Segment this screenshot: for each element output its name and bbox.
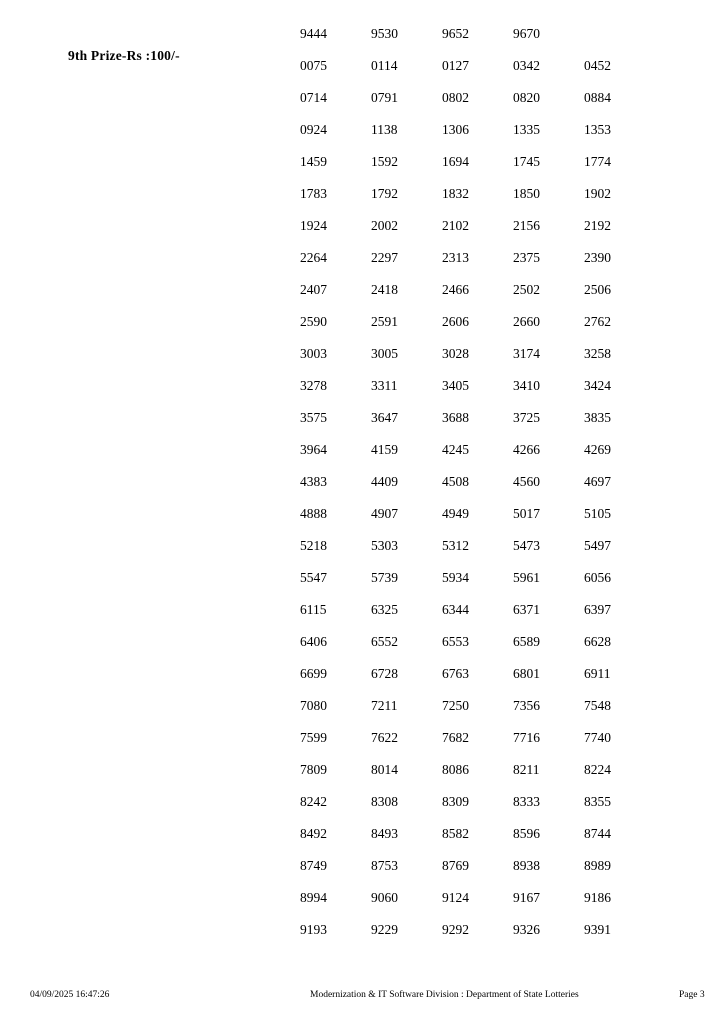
winning-number: 6325	[371, 602, 398, 617]
winning-number: 7716	[513, 730, 540, 745]
winning-number: 0820	[513, 90, 540, 105]
winning-number: 2156	[513, 218, 540, 233]
number-row	[300, 242, 724, 274]
number-row	[300, 626, 724, 658]
number-row	[300, 82, 724, 114]
number-row	[300, 658, 724, 690]
winning-number: 7740	[584, 730, 611, 745]
winning-number: 8596	[513, 826, 540, 841]
winning-number: 9124	[442, 890, 469, 905]
winning-number: 6553	[442, 634, 469, 649]
winning-number: 3028	[442, 346, 469, 361]
winning-number: 8224	[584, 762, 611, 777]
number-row	[300, 786, 724, 818]
winning-number: 2313	[442, 250, 469, 265]
number-row	[300, 498, 724, 530]
winning-number: 5547	[300, 570, 327, 585]
number-row	[300, 210, 724, 242]
winning-number: 5739	[371, 570, 398, 585]
winning-number: 1694	[442, 154, 469, 169]
winning-number: 6911	[584, 666, 611, 681]
winning-number: 8211	[513, 762, 540, 777]
number-row	[300, 722, 724, 754]
winning-number: 8769	[442, 858, 469, 873]
winning-number: 2591	[371, 314, 398, 329]
winning-number: 3688	[442, 410, 469, 425]
winning-number: 2506	[584, 282, 611, 297]
winning-number: 9326	[513, 922, 540, 937]
winning-number: 3405	[442, 378, 469, 393]
winning-number: 8753	[371, 858, 398, 873]
winning-number: 2375	[513, 250, 540, 265]
winning-number: 9444	[300, 26, 327, 41]
winning-number: 8994	[300, 890, 327, 905]
winning-number: 3005	[371, 346, 398, 361]
winning-number: 0452	[584, 58, 611, 73]
winning-number: 1353	[584, 122, 611, 137]
number-row	[300, 690, 724, 722]
winning-number: 1783	[300, 186, 327, 201]
winning-number: 6371	[513, 602, 540, 617]
winning-number: 7682	[442, 730, 469, 745]
winning-number: 2590	[300, 314, 327, 329]
number-row	[300, 466, 724, 498]
winning-number: 2390	[584, 250, 611, 265]
winning-number: 2264	[300, 250, 327, 265]
page-footer	[0, 990, 724, 1006]
winning-number: 6115	[300, 602, 327, 617]
winning-number: 8492	[300, 826, 327, 841]
winning-number: 5303	[371, 538, 398, 553]
winning-number: 2466	[442, 282, 469, 297]
prize-row	[0, 18, 724, 946]
winning-number: 7250	[442, 698, 469, 713]
winning-number: 3424	[584, 378, 611, 393]
winning-number: 6056	[584, 570, 611, 585]
winning-number: 3003	[300, 346, 327, 361]
winning-number: 6699	[300, 666, 327, 681]
winning-number: 0342	[513, 58, 540, 73]
number-row	[300, 402, 724, 434]
number-row	[300, 754, 724, 786]
winning-number: 1792	[371, 186, 398, 201]
winning-number: 6589	[513, 634, 540, 649]
winning-number: 1924	[300, 218, 327, 233]
winning-number: 9530	[371, 26, 398, 41]
winning-number: 2606	[442, 314, 469, 329]
winning-number: 7211	[371, 698, 398, 713]
winning-number: 5312	[442, 538, 469, 553]
number-row	[300, 818, 724, 850]
winning-number: 9167	[513, 890, 540, 905]
number-row	[300, 850, 724, 882]
winning-number: 1335	[513, 122, 540, 137]
winning-number: 0802	[442, 90, 469, 105]
winning-number: 4245	[442, 442, 469, 457]
winning-number: 1592	[371, 154, 398, 169]
winning-number: 2660	[513, 314, 540, 329]
winning-number: 4383	[300, 474, 327, 489]
winning-number: 3258	[584, 346, 611, 361]
number-row	[300, 146, 724, 178]
number-row	[300, 338, 724, 370]
winning-number: 8989	[584, 858, 611, 873]
winning-number: 8014	[371, 762, 398, 777]
winning-number: 5105	[584, 506, 611, 521]
winning-number: 3311	[371, 378, 398, 393]
winning-number: 1774	[584, 154, 611, 169]
winning-number: 6406	[300, 634, 327, 649]
winning-number: 1745	[513, 154, 540, 169]
winning-number: 9652	[442, 26, 469, 41]
winning-number: 8582	[442, 826, 469, 841]
winning-number: 8333	[513, 794, 540, 809]
winning-number: 5934	[442, 570, 469, 585]
winning-number: 4949	[442, 506, 469, 521]
winning-number: 5473	[513, 538, 540, 553]
number-row	[300, 914, 724, 946]
number-row	[300, 18, 724, 50]
winning-number: 4159	[371, 442, 398, 457]
winning-number: 0884	[584, 90, 611, 105]
number-row	[300, 562, 724, 594]
winning-number: 8086	[442, 762, 469, 777]
winning-number: 3575	[300, 410, 327, 425]
number-row	[300, 306, 724, 338]
winning-number: 6728	[371, 666, 398, 681]
winning-number: 5497	[584, 538, 611, 553]
winning-number: 7356	[513, 698, 540, 713]
winning-number: 3647	[371, 410, 398, 425]
winning-number: 8309	[442, 794, 469, 809]
winning-number: 5961	[513, 570, 540, 585]
winning-number: 2418	[371, 282, 398, 297]
winning-number: 3964	[300, 442, 327, 457]
winning-number: 0714	[300, 90, 327, 105]
winning-number: 3725	[513, 410, 540, 425]
winning-number: 4266	[513, 442, 540, 457]
winning-number: 7080	[300, 698, 327, 713]
footer-department: Modernization & IT Software Division : Department of State Lotteries	[310, 990, 579, 1000]
prize-section	[0, 18, 724, 946]
winning-number: 1832	[442, 186, 469, 201]
number-row	[300, 114, 724, 146]
winning-number: 9292	[442, 922, 469, 937]
winning-number: 2762	[584, 314, 611, 329]
winning-number: 7599	[300, 730, 327, 745]
winning-number: 0924	[300, 122, 327, 137]
winning-number: 0114	[371, 58, 398, 73]
winning-number: 0127	[442, 58, 469, 73]
prize-title: 9th Prize-Rs :100/-	[68, 48, 180, 63]
winning-number: 7548	[584, 698, 611, 713]
winning-number: 2297	[371, 250, 398, 265]
winning-number: 3174	[513, 346, 540, 361]
winning-number: 3278	[300, 378, 327, 393]
winning-number: 9670	[513, 26, 540, 41]
winning-number: 5017	[513, 506, 540, 521]
winning-number: 1902	[584, 186, 611, 201]
winning-number: 2502	[513, 282, 540, 297]
winning-number: 3410	[513, 378, 540, 393]
winning-numbers-grid	[300, 18, 724, 946]
winning-number: 2407	[300, 282, 327, 297]
winning-number: 4907	[371, 506, 398, 521]
winning-number: 2102	[442, 218, 469, 233]
winning-number: 4508	[442, 474, 469, 489]
number-row	[300, 530, 724, 562]
winning-number: 4409	[371, 474, 398, 489]
winning-number: 0075	[300, 58, 327, 73]
winning-number: 6552	[371, 634, 398, 649]
number-row	[300, 178, 724, 210]
winning-number: 5218	[300, 538, 327, 553]
winning-number: 6628	[584, 634, 611, 649]
winning-number: 9193	[300, 922, 327, 937]
winning-number: 8308	[371, 794, 398, 809]
winning-number: 6763	[442, 666, 469, 681]
number-row	[300, 594, 724, 626]
winning-number: 9229	[371, 922, 398, 937]
winning-number: 4269	[584, 442, 611, 457]
winning-number: 1306	[442, 122, 469, 137]
winning-number: 1850	[513, 186, 540, 201]
winning-number: 8744	[584, 826, 611, 841]
winning-number: 2002	[371, 218, 398, 233]
number-row	[300, 434, 724, 466]
winning-number: 3835	[584, 410, 611, 425]
footer-timestamp: 04/09/2025 16:47:26	[30, 990, 110, 1000]
winning-number: 8493	[371, 826, 398, 841]
winning-number: 6344	[442, 602, 469, 617]
winning-number: 9391	[584, 922, 611, 937]
number-row	[300, 882, 724, 914]
footer-page-number: Page 3	[679, 990, 705, 1000]
winning-number: 7809	[300, 762, 327, 777]
winning-number: 0791	[371, 90, 398, 105]
winning-number: 4560	[513, 474, 540, 489]
winning-number: 1138	[371, 122, 398, 137]
winning-number: 8242	[300, 794, 327, 809]
winning-number: 9186	[584, 890, 611, 905]
winning-number: 8749	[300, 858, 327, 873]
winning-number: 7622	[371, 730, 398, 745]
winning-number: 1459	[300, 154, 327, 169]
winning-number: 2192	[584, 218, 611, 233]
winning-number: 6801	[513, 666, 540, 681]
number-row	[300, 370, 724, 402]
winning-number: 8355	[584, 794, 611, 809]
number-row	[300, 50, 724, 82]
winning-number: 8938	[513, 858, 540, 873]
winning-number: 4697	[584, 474, 611, 489]
winning-number: 6397	[584, 602, 611, 617]
winning-number: 4888	[300, 506, 327, 521]
winning-number: 9060	[371, 890, 398, 905]
number-row	[300, 274, 724, 306]
